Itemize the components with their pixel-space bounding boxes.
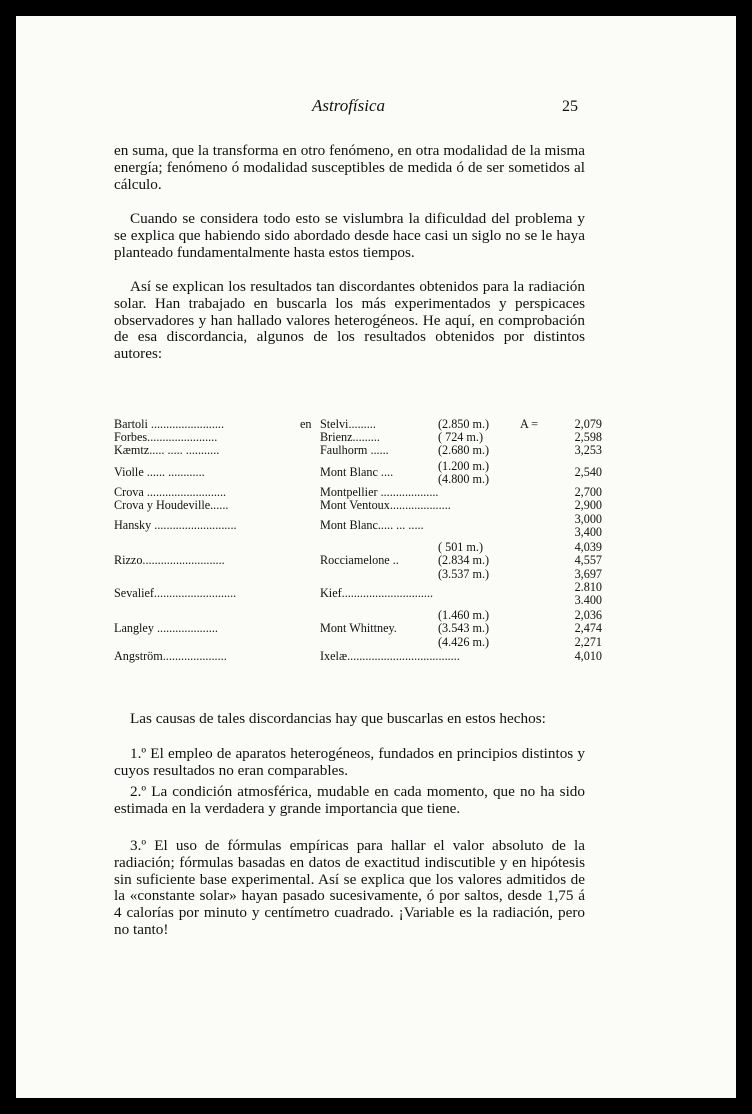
altitude-line: (4.426 m.) [438,634,490,649]
altitude-line: (1.200 m.) [438,459,490,473]
value-line: 4,557 [574,553,602,568]
altitude-line: (1.460 m.) [438,608,490,622]
value-cell: 2,079 [574,417,602,431]
en-label: en [300,417,312,431]
station-cell: Mont Ventoux.................... [320,499,451,512]
table-row [114,443,602,460]
altitude-cell [438,460,489,487]
value-line: 2,474 [574,621,602,636]
value-cell [542,513,602,540]
table-row [114,459,602,487]
altitude-cell: ( 724 m.) [438,430,484,444]
station-cell: Faulhorm ...... [320,444,389,457]
radiation-results-table [114,417,602,664]
author-cell: Rizzo........................... [114,554,225,567]
table-row [114,580,602,609]
a-label: A = [520,417,539,431]
author-cell: Crova y Houdeville...... [114,499,229,512]
station-cell: Mont Blanc .... [320,466,394,479]
author-cell: Violle ...... ............ [114,466,205,479]
station-cell: Stelvi......... [320,418,376,431]
altitude-line: (3.537 m.) [438,566,490,581]
running-header-title: Astrofísica [312,96,386,115]
station-cell: Mont Whittney. [320,622,397,635]
value-line: 2,036 [574,608,602,622]
station-cell: Ixelæ..................................... [320,650,460,663]
value-line: 2,271 [574,634,602,649]
paragraph-causes: Las causas de tales discordancias hay que buscarlas en estos hechos: [130,710,546,727]
table-row [114,512,602,541]
author-cell: Hansky ........................... [114,519,237,532]
paragraph-continuation: en suma, que la transforma en otro fenómeno, en otra modalidad de la misma energía; fenómeno ó modalidad susceptibles de medida ó de ser sometidos al cálculo. [114,142,585,193]
table-row [114,649,602,664]
table-row [114,430,602,444]
value-cell: 2,700 [574,485,602,499]
altitude-line: ( 501 m.) [438,540,484,554]
author-cell: Crova .......................... [114,486,227,499]
value-line: 3,000 [574,512,602,526]
value-line: 3,697 [574,566,602,581]
author-cell: Kæmtz..... ..... ........... [114,444,220,457]
paragraph-cause-3: 3.º El uso de fórmulas empíricas para hallar el valor absoluto de la radiación; fórmulas basadas en datos de exactitud indiscutible y en hipótesis sin suficiente base experimental. Así se explica que los valores admitidos de la «constante solar» hayan pasado sucesivamente, ó por saltos, desde 1,75 á 4 calorías por minuto y centímetro cuadrado. ¡Variable es la radiación, pero no tanto! [114,837,585,938]
value-line: 3,400 [574,525,602,540]
author-cell: Forbes....................... [114,431,218,444]
value-line: 4,039 [574,540,602,554]
paragraph-results-intro: Así se explican los resultados tan discordantes obtenidos para la radiación solar. Han trabajado en buscarla los más experimentados y perspicaces observadores y han hallado valores heterogéneos. He aquí, en comprobación de esa discordancia, algunos de los resultados obtenidos por distintos autores: [114,278,585,363]
paragraph-cause-2: 2.º La condición atmosférica, mudable en cada momento, que no ha sido estimada en la verdadera y grande importancia que tiene. [114,783,585,817]
altitude-cell [438,609,489,649]
station-cell: Mont Blanc..... ... ..... [320,519,424,532]
author-cell: Angström..................... [114,650,227,663]
value-cell: 4,010 [574,649,602,663]
author-cell: Langley .................... [114,622,218,635]
author-cell: Sevalief........................... [114,587,237,600]
table-row [114,540,602,581]
value-line: 3.400 [574,593,602,608]
paragraph-problem: Cuando se considera todo esto se vislumbra la dificuldad del problema y se explica que habiendo sido abordado desde hace casi un siglo no se le haya planteado fundamentalmente hasta estos tiempos. [114,210,585,261]
station-cell: Montpellier ................... [320,486,439,499]
station-cell: Brienz......... [320,431,380,444]
altitude-line: (2.834 m.) [438,553,490,568]
altitude-cell: (2.680 m.) [438,443,490,457]
table-row [114,485,602,499]
altitude-cell: (2.850 m.) [438,417,490,431]
station-cell: Rocciamelone .. [320,554,399,567]
altitude-cell [438,541,489,581]
page-number: 25 [562,98,578,115]
value-cell [542,541,602,581]
altitude-line: (3.543 m.) [438,621,490,636]
value-line: 2.810 [574,580,602,594]
table-row [114,417,602,431]
value-cell: 2,900 [574,498,602,512]
value-cell [542,609,602,649]
table-row [114,608,602,650]
book-page [16,16,736,1098]
station-cell: Kief.............................. [320,587,434,600]
paragraph-cause-1: 1.º El empleo de aparatos heterogéneos, fundados en principios distintos y cuyos resultados no eran comparables. [114,745,585,779]
table-row [114,498,602,513]
value-cell: 2,598 [574,430,602,444]
author-cell: Bartoli ........................ [114,418,225,431]
value-cell: 3,253 [574,443,602,457]
value-cell [542,581,602,608]
value-cell: 2,540 [574,465,602,479]
altitude-line: (4.800 m.) [438,472,490,487]
